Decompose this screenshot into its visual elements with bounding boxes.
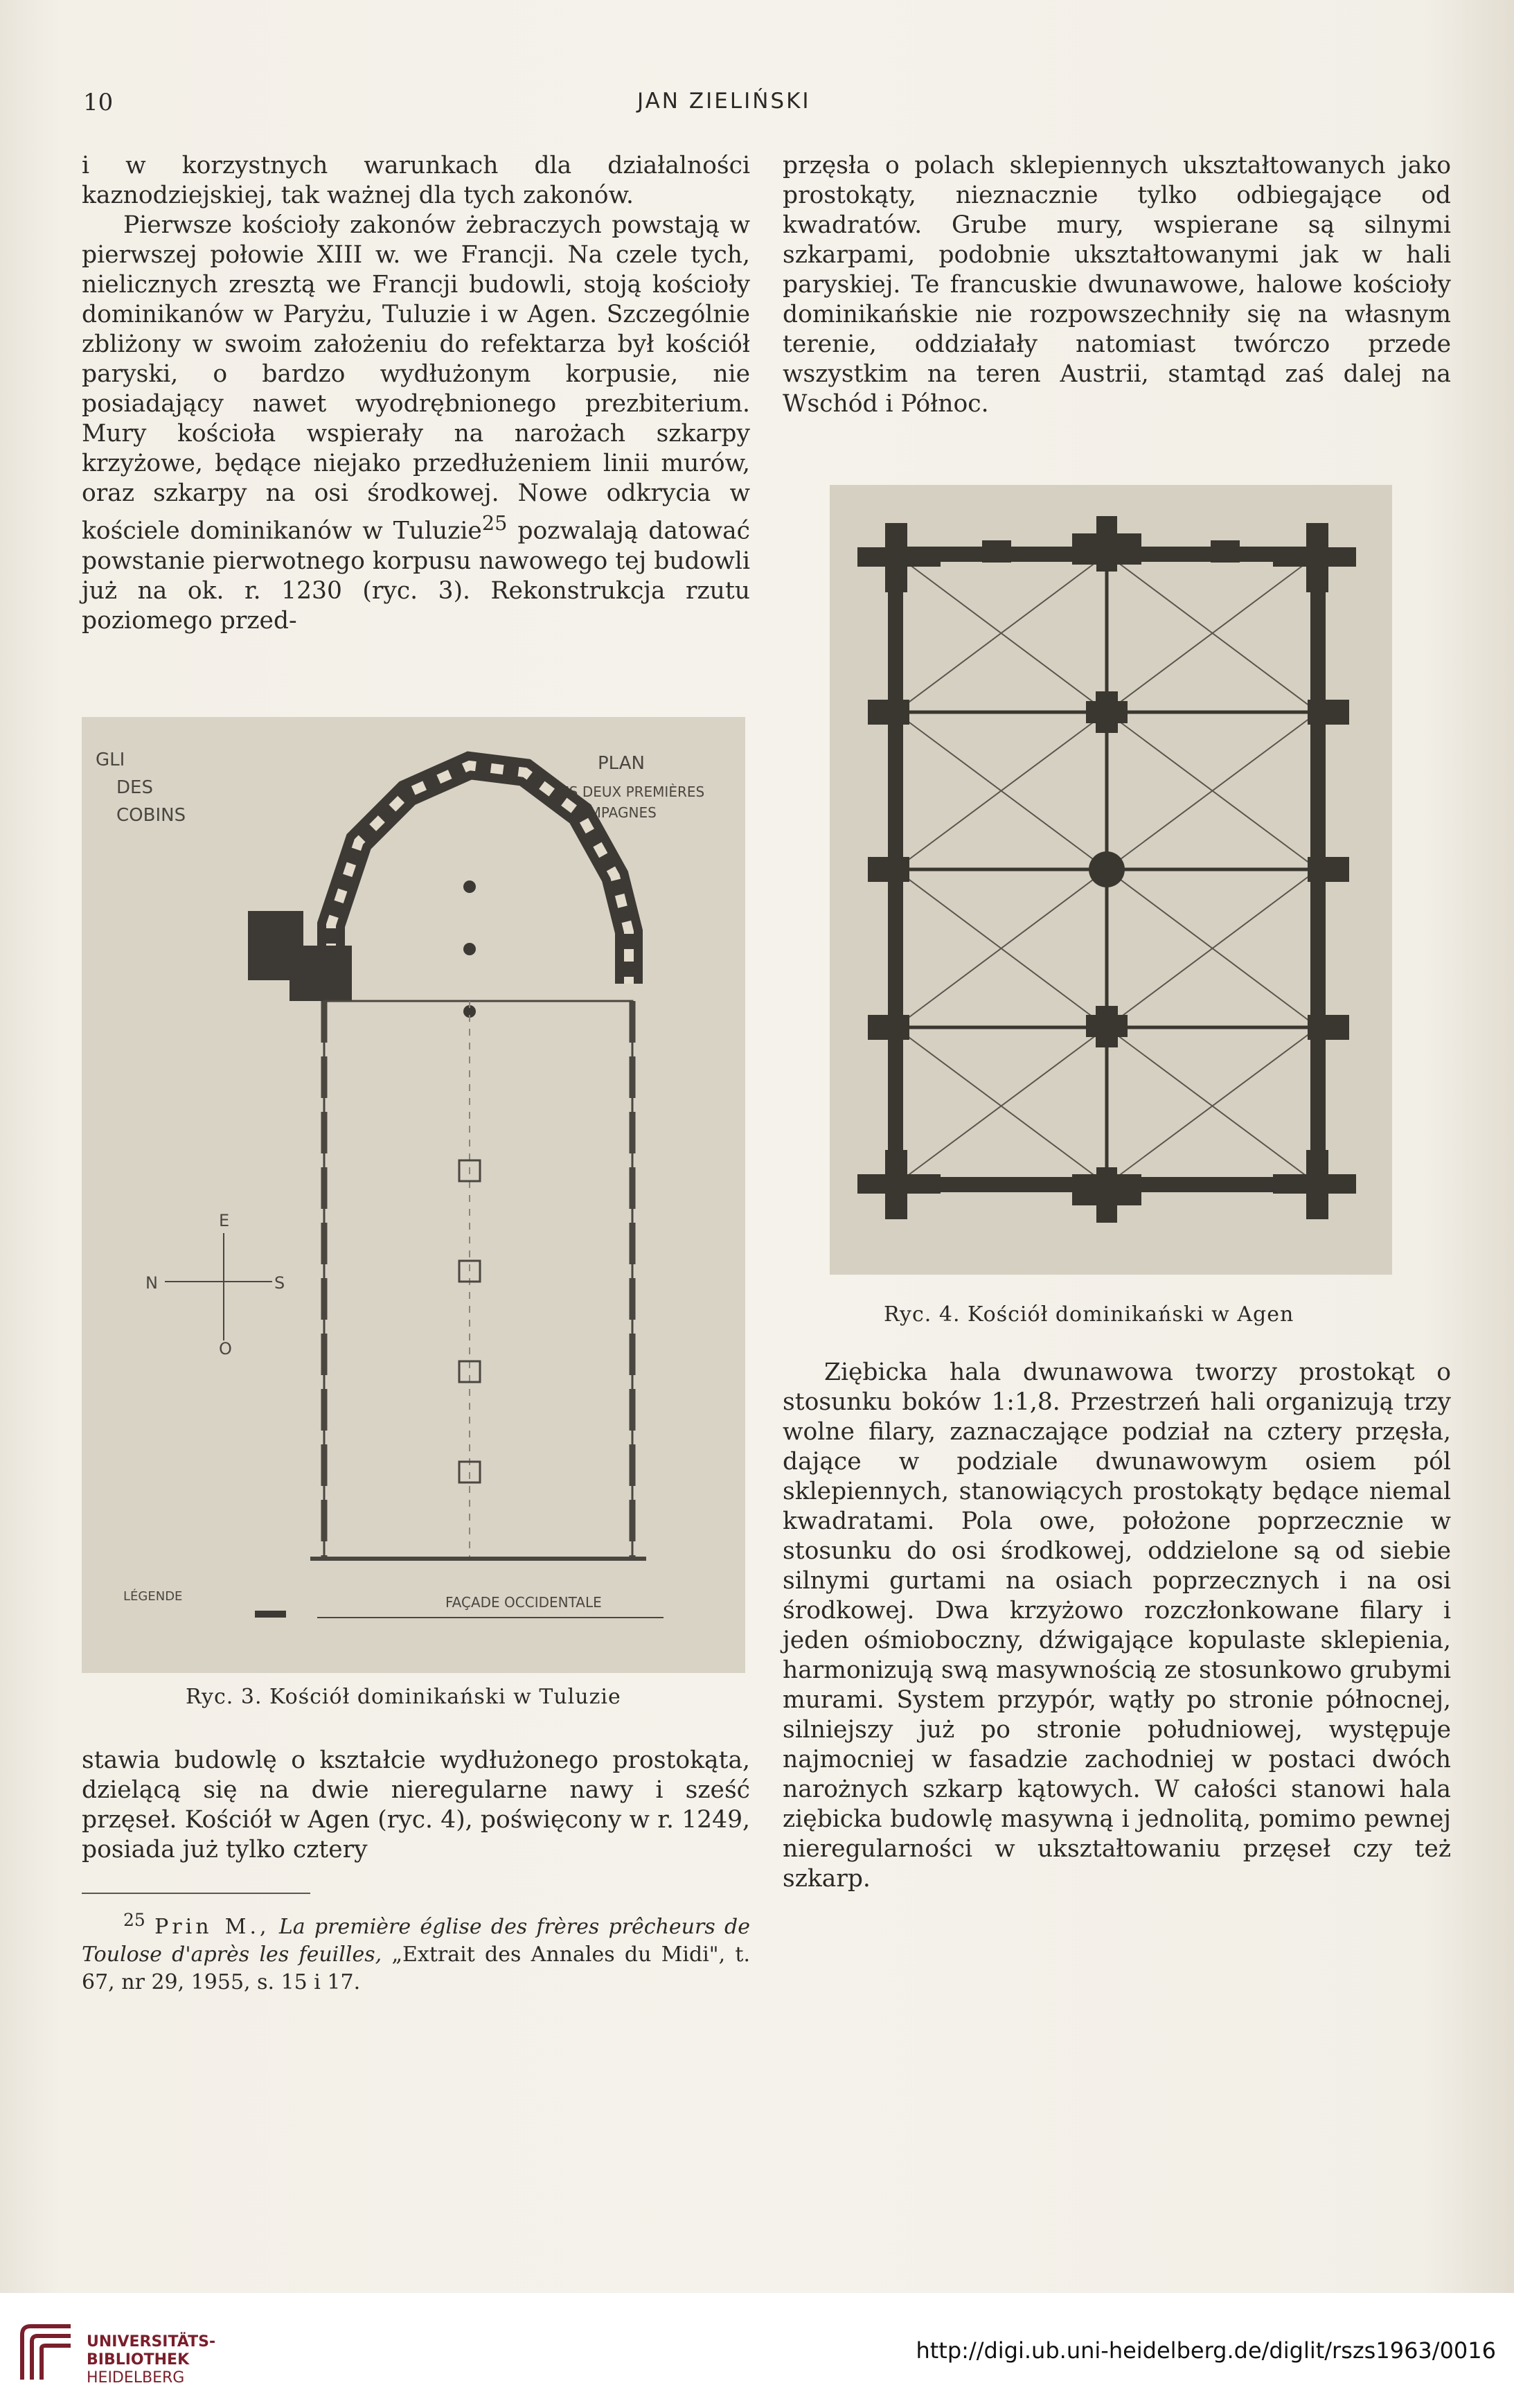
page-number: 10 xyxy=(83,89,114,116)
library-name: UNIVERSITÄTS- BIBLIOTHEK HEIDELBERG xyxy=(87,2333,216,2387)
footnote-author: Prin M., xyxy=(154,1915,270,1939)
right-column-bottom xyxy=(783,1358,1451,1894)
plan-label-left: DES xyxy=(116,777,153,798)
plan-label-subtitle: CAMPAGNES xyxy=(570,804,657,821)
left-column-bottom xyxy=(82,1746,750,1865)
plan-label-subtitle: LES DEUX PREMIÈRES xyxy=(553,784,705,800)
library-logo-icon xyxy=(15,2321,78,2383)
source-url-link[interactable]: http://digi.ub.uni-heidelberg.de/diglit/rszs1963/0016 xyxy=(916,2337,1496,2364)
paragraph: stawia budowlę o kształcie wydłużonego prostokąta, dzielącą się na dwie nieregularne nawy i sześć przęseł. Kościół w Agen (ryc. 4), poświęcony w r. 1249, posiada już tylko cztery xyxy=(82,1746,750,1863)
running-head: JAN ZIELIŃSKI xyxy=(637,89,811,114)
paragraph: i w korzystnych warunkach dla działalności kaznodziejskiej, tak ważnej dla tych zakonów. xyxy=(82,152,750,209)
paragraph: przęsła o polach sklepiennych ukształtowanych jako prostokąty, nieznacznie tylko odbiegające od kwadratów. Grube mury, wspierane są silnymi szkarpami, podobnie ukształtowanymi jak w hali paryskiej. Te francuskie dwunawowe, halowe kościoły dominikańskie nie rozpowszechniły się na własnym terenie, oddziałały natomiast twórczo przede wszystkim na teren Austrii, stamtąd zaś dalej na Wschód i Północ. xyxy=(783,152,1451,418)
left-column-top xyxy=(82,151,750,636)
compass-e: E xyxy=(219,1211,230,1230)
footnote-rule xyxy=(82,1893,310,1894)
right-column-top xyxy=(783,151,1451,419)
toulouse-plan-drawing xyxy=(82,717,745,1673)
plan-label-title: PLAN xyxy=(598,753,645,774)
compass-o: O xyxy=(219,1339,232,1358)
plan-label-left: COBINS xyxy=(116,805,186,826)
footnote-title: La première église des frères prêcheurs de Toulose d'après les feuilles, xyxy=(82,1915,750,1967)
paragraph: Ziębicka hala dwunawowa tworzy prostokąt o stosunku boków 1:1,8. Przestrzeń hali organizują trzy wolne filary, zaznaczające podział na cztery przęsła, dające w podziale dwunawowym osiem pól sklepiennych, stanowiących prostokąty będące niemal kwadratami. Pola owe, położone poprzecznie w stosunku do osi środkowej, oddzielone są od siebie silnymi gurtami na osiach poprzecznych i na osi środkowej. Dwa krzyżowo rozczłonkowane filary i jeden ośmioboczny, dźwigające kopulaste sklepienia, harmonizują swą masywnością ze stosunkowo grubymi murami. System przypór, wątły po stronie północnej, silniejszy już po stronie południowej, występuje najmocniej w fasadzie zachodniej w postaci dwóch narożnych szkarp kątowych. W całości stanowi hala ziębicka budowlę masywną i jednolitą, pomimo pewnej nieregularności w ukształtowaniu przęseł czy też szkarp. xyxy=(783,1358,1451,1893)
figure-4-caption: Ryc. 4. Kościół dominikański w Agen xyxy=(884,1302,1294,1327)
figure-4-plan xyxy=(830,485,1392,1275)
figure-3-plan xyxy=(82,717,745,1673)
library-footer xyxy=(0,2293,1514,2408)
footnote-rest: „Extrait des Annales du Midi", t. 67, nr 29, 1955, s. 15 i 17. xyxy=(82,1942,751,1994)
plan-label-left: GLI xyxy=(96,750,125,770)
figure-3-caption: Ryc. 3. Kościół dominikański w Tuluzie xyxy=(186,1685,621,1709)
footnote-ref: 25 xyxy=(481,511,508,535)
agen-plan-drawing xyxy=(830,485,1392,1275)
compass-n: N xyxy=(145,1273,158,1293)
footnote-text xyxy=(82,1906,750,1997)
legend-label: LÉGENDE xyxy=(123,1589,183,1604)
footnote xyxy=(82,1906,750,1997)
paragraph: Pierwsze kościoły zakonów żebraczych powstają w pierwszej połowie XIII w. we Francji. Na czele tych, nielicznych zresztą we Francji budowli, stoją kościoły dominikanów w Paryżu, Tuluzie i w Agen. Szczególnie zbliżony w swoim założeniu do refektarza był kościół paryski, o bardzo wydłużonym korpusie, nie posiadający nawet wyodrębnionego prezbiterium. Mury kościoła wspierały na narożach szkarpy krzyżowe, będące niejako przedłużeniem linii murów, oraz szkarpy na osi środkowej. Nowe odkrycia w kościele dominikanów w Tuluzie$^{25}$ pozwalają datować powstanie pierwotnego korpusu nawowego tej budowli już na ok. r. 1230 (ryc. 3). Rekonstrukcja rzutu poziomego przed- xyxy=(82,211,751,635)
compass-s: S xyxy=(274,1273,285,1293)
facade-label: FAÇADE OCCIDENTALE xyxy=(445,1594,602,1611)
footnote-number: 25 xyxy=(123,1910,145,1930)
